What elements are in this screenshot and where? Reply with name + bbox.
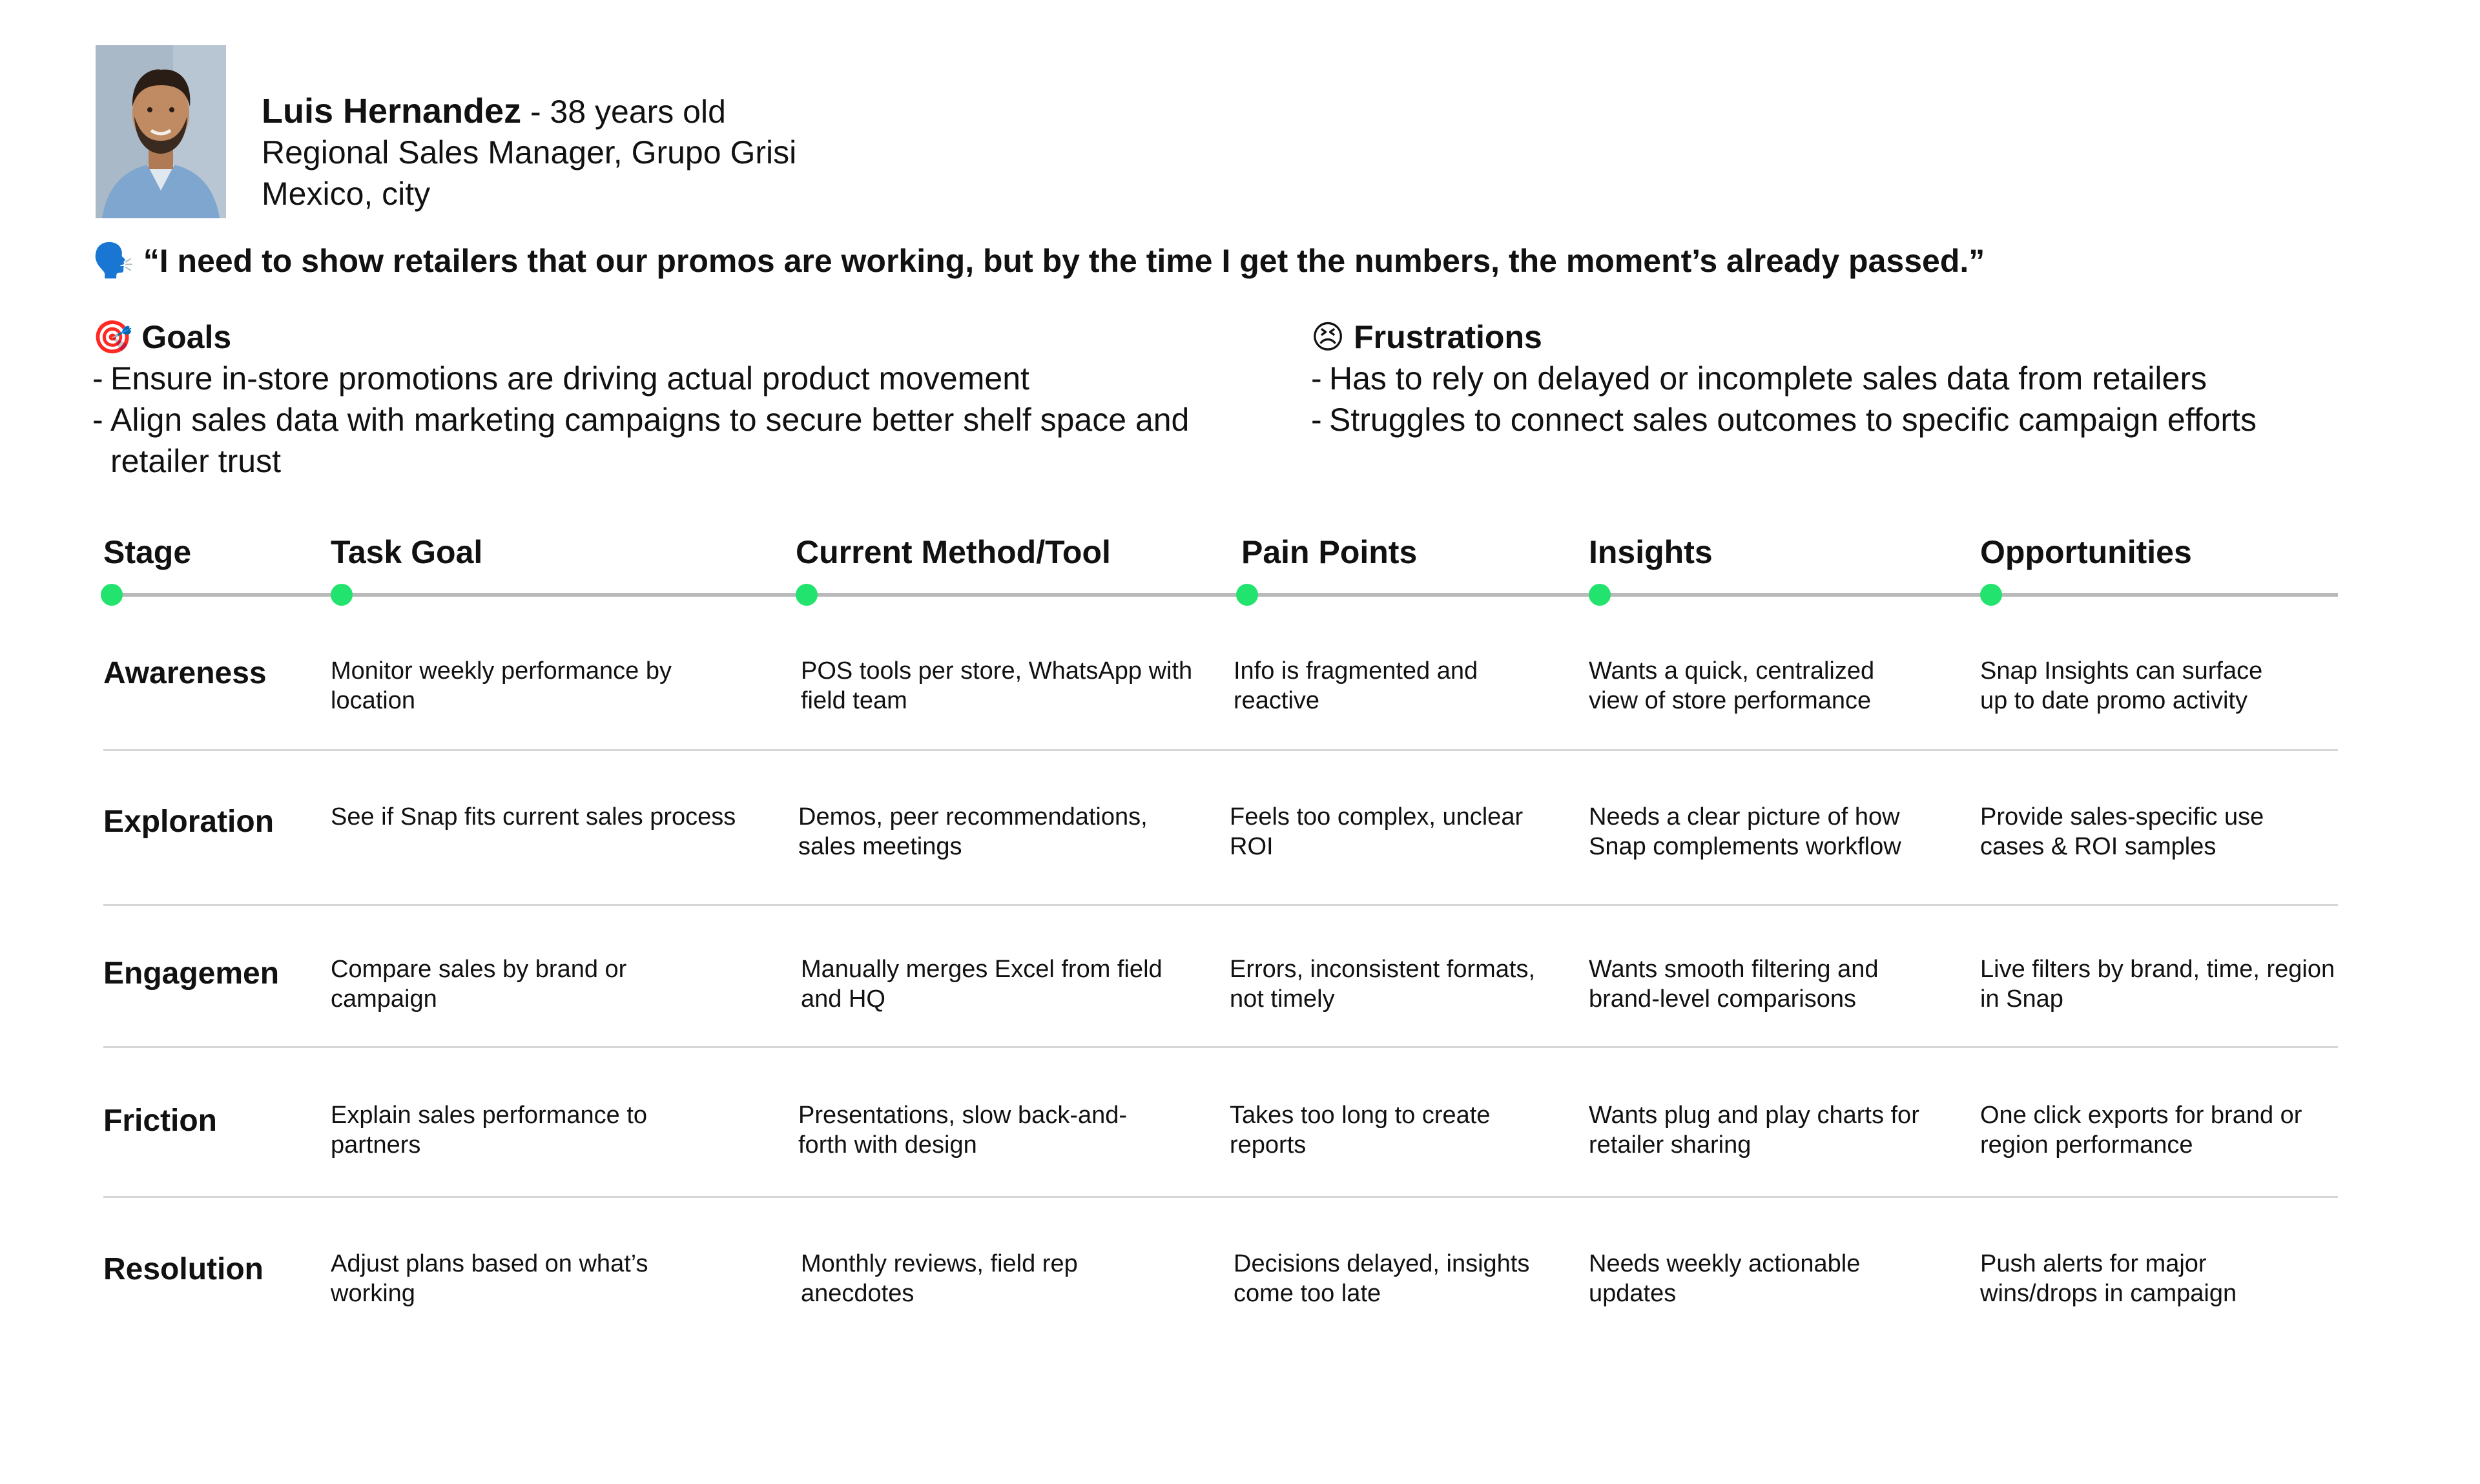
frustrations-list [1311,358,2344,440]
opportunity-cell: One click exports for brand or region performance [1980,1102,2302,1159]
row-divider [103,1046,2338,1048]
insight-cell: Needs a clear picture of how Snap complements workflow [1589,803,1901,860]
row-divider [103,904,2338,906]
persona-name-line [262,90,726,132]
stage-label-friction: Friction [103,1104,217,1138]
pain-point-cell: Feels too complex, unclear ROI [1230,803,1524,860]
persona-name: Luis Hernandez [262,92,522,130]
column-header-pain-points: Pain Points [1241,534,1418,570]
persona-photo [96,45,226,218]
frustrations-title [1311,316,2344,358]
column-header-insights: Insights [1589,534,1713,570]
quote-text: “I need to show retailers that our promos are working, but by the time I get the numbers, the moment’s already passed.” [143,243,1985,279]
task-goal-cell: Compare sales by brand or campaign [331,956,627,1013]
target-icon: 🎯 [92,319,133,355]
opportunity-cell: Snap Insights can surface up to date promo activity [1980,657,2263,714]
journey-timeline [103,593,2338,597]
method-cell: POS tools per store, WhatsApp with field team [801,657,1193,714]
row-divider [103,749,2338,751]
list-item: - Ensure in-store promotions are driving actual product movement [92,360,1029,397]
stage-label-exploration: Exploration [103,805,274,839]
stage-label-awareness: Awareness [103,656,267,690]
frustrations-title-text: Frustrations [1354,319,1542,355]
column-header-opportunities: Opportunities [1980,534,2192,570]
pain-point-cell: Info is fragmented and reactive [1234,657,1478,714]
avatar-portrait-icon [96,45,226,218]
stage-label-engagement: Engagemen [103,956,280,991]
opportunity-cell: Push alerts for major wins/drops in campaign [1980,1250,2237,1307]
timeline-dot-task-goal [331,584,353,606]
column-header-stage: Stage [103,534,192,570]
task-goal-cell: Explain sales performance to partners [331,1102,648,1159]
persona-quote [92,240,1985,282]
pain-point-cell: Decisions delayed, insights come too late [1234,1250,1530,1307]
list-item: - Struggles to connect sales outcomes to specific campaign efforts [1311,402,2257,438]
speaking-head-icon: 🗣️ [92,242,134,280]
timeline-dot-stage [101,584,123,606]
list-item: - Align sales data with marketing campaigns to secure better shelf space and retailer trust [92,402,1190,479]
persona-role: Regional Sales Manager, Grupo Grisi [262,134,797,170]
persona-location: Mexico, city [262,176,431,212]
frustrations-section [1311,316,2344,440]
timeline-dot-insights [1589,584,1611,606]
stage-label-resolution: Resolution [103,1252,264,1286]
persevering-face-icon: 😣 [1311,319,1345,355]
goals-title-text: Goals [141,319,232,355]
insight-cell: Wants smooth filtering and brand-level comparisons [1589,956,1879,1013]
insight-cell: Wants plug and play charts for retailer sharing [1589,1102,1919,1159]
task-goal-cell: See if Snap fits current sales process [331,803,736,830]
column-header-method: Current Method/Tool [796,534,1111,570]
pain-point-cell: Takes too long to create reports [1230,1102,1491,1159]
pain-point-cell: Errors, inconsistent formats, not timely [1230,956,1536,1013]
method-cell: Demos, peer recommendations, sales meetings [798,803,1148,860]
opportunity-cell: Live filters by brand, time, region in Snap [1980,956,2335,1013]
row-divider [103,1196,2338,1198]
column-header-task-goal: Task Goal [331,534,483,570]
opportunity-cell: Provide sales-specific use cases & ROI samples [1980,803,2264,860]
method-cell: Manually merges Excel from field and HQ [801,956,1162,1013]
task-goal-cell: Monitor weekly performance by location [331,657,672,714]
method-cell: Monthly reviews, field rep anecdotes [801,1250,1078,1307]
goals-list [92,358,1229,482]
timeline-dot-opportunities [1980,584,2002,606]
insight-cell: Needs weekly actionable updates [1589,1250,1861,1307]
method-cell: Presentations, slow back-and-forth with design [798,1102,1128,1159]
insight-cell: Wants a quick, centralized view of store performance [1589,657,1875,714]
list-item: - Has to rely on delayed or incomplete sales data from retailers [1311,360,2207,397]
timeline-dot-method [796,584,818,606]
timeline-dot-pain-points [1236,584,1258,606]
persona-age: - 38 years old [521,94,726,130]
goals-title [92,316,1229,358]
goals-section [92,316,1229,482]
task-goal-cell: Adjust plans based on what’s working [331,1250,648,1307]
